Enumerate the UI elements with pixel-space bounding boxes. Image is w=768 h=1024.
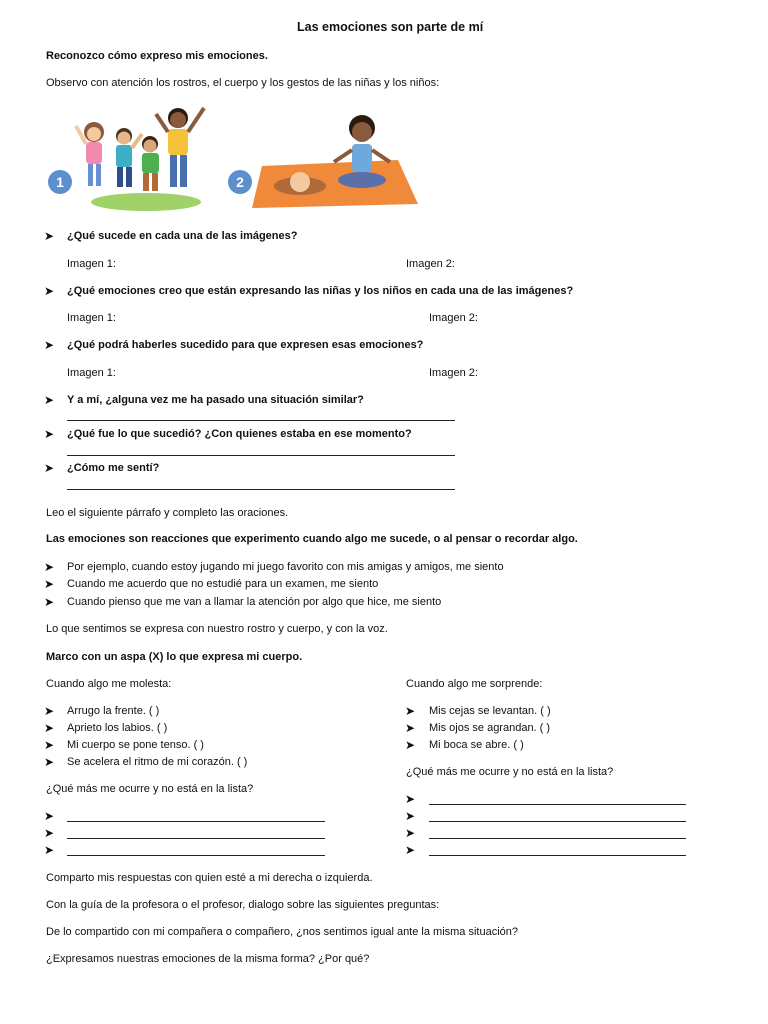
image2-label: Imagen 2:: [429, 367, 478, 379]
checklist-item[interactable]: Mis cejas se levantan. ( ): [429, 705, 551, 717]
guide-instruction: Con la guía de la profesora o el profesor, dialogo sobre las siguientes preguntas:: [46, 899, 440, 911]
section-heading: Reconozco cómo expreso mis emociones.: [46, 50, 268, 62]
answer-line[interactable]: [429, 821, 686, 822]
image1-label: Imagen 1:: [67, 367, 116, 379]
sentence-item: Cuando pienso que me van a llamar la atención por algo que hice, me siento: [67, 596, 442, 608]
answer-line[interactable]: [67, 855, 325, 856]
arrowhead-bullet-icon: ➤: [44, 809, 55, 823]
arrowhead-bullet-icon: ➤: [44, 595, 55, 609]
arrowhead-bullet-icon: ➤: [405, 704, 416, 718]
question-6: ¿Cómo me sentí?: [67, 462, 160, 474]
image2-label: Imagen 2:: [429, 312, 478, 324]
section3-heading: Marco con un aspa (X) lo que expresa mi cuerpo.: [46, 651, 303, 663]
answer-line[interactable]: [67, 420, 455, 421]
answer-line[interactable]: [429, 855, 686, 856]
arrowhead-bullet-icon: ➤: [44, 560, 55, 574]
answer-line[interactable]: [67, 821, 325, 822]
arrowhead-bullet-icon: ➤: [44, 755, 55, 769]
arrowhead-bullet-icon: ➤: [44, 704, 55, 718]
illustration-children-celebrating: [46, 104, 216, 214]
question-4: Y a mí, ¿alguna vez me ha pasado una situación similar?: [67, 394, 364, 406]
intro-text: Observo con atención los rostros, el cuerpo y los gestos de las niñas y los niños:: [46, 77, 440, 89]
left-column-heading: Cuando algo me molesta:: [46, 678, 172, 690]
image-number-1: 1: [56, 174, 64, 190]
answer-line[interactable]: [67, 455, 455, 456]
share-instruction: Comparto mis respuestas con quien esté a mi derecha o izquierda.: [46, 872, 373, 884]
answer-line[interactable]: [429, 838, 686, 839]
arrowhead-bullet-icon: ➤: [44, 577, 55, 591]
instruction-text: Leo el siguiente párrafo y completo las oraciones.: [46, 507, 289, 519]
right-column-heading: Cuando algo me sorprende:: [406, 678, 543, 690]
expression-note: Lo que sentimos se expresa con nuestro rostro y cuerpo, y con la voz.: [46, 623, 388, 635]
definition-text: Las emociones son reacciones que experimento cuando algo me sucede, o al pensar o recordar algo.: [46, 533, 578, 545]
checklist-item[interactable]: Arrugo la frente. ( ): [67, 705, 160, 717]
answer-line[interactable]: [67, 489, 455, 490]
arrowhead-bullet-icon: ➤: [405, 809, 416, 823]
checklist-item[interactable]: Aprieto los labios. ( ): [67, 722, 168, 734]
more-question-right: ¿Qué más me ocurre y no está en la lista?: [406, 766, 614, 778]
question-3: ¿Qué podrá haberles sucedido para que expresen esas emociones?: [67, 339, 424, 351]
arrowhead-bullet-icon: ➤: [405, 721, 416, 735]
arrowhead-bullet-icon: ➤: [44, 427, 55, 441]
image2-label: Imagen 2:: [406, 258, 455, 270]
discussion-question-2: ¿Expresamos nuestras emociones de la misma forma? ¿Por qué?: [46, 953, 370, 965]
checklist-item[interactable]: Mi boca se abre. ( ): [429, 739, 524, 751]
arrowhead-bullet-icon: ➤: [44, 721, 55, 735]
image-number-2: 2: [236, 174, 244, 190]
discussion-question-1: De lo compartido con mi compañera o compañero, ¿nos sentimos igual ante la misma situación?: [46, 926, 519, 938]
arrowhead-bullet-icon: ➤: [44, 461, 55, 475]
arrowhead-bullet-icon: ➤: [44, 229, 55, 243]
sentence-item: Cuando me acuerdo que no estudié para un examen, me siento: [67, 578, 379, 590]
arrowhead-bullet-icon: ➤: [44, 826, 55, 840]
image1-label: Imagen 1:: [67, 312, 116, 324]
arrowhead-bullet-icon: ➤: [44, 738, 55, 752]
arrowhead-bullet-icon: ➤: [44, 843, 55, 857]
checklist-item[interactable]: Se acelera el ritmo de mi corazón. ( ): [67, 756, 248, 768]
arrowhead-bullet-icon: ➤: [44, 393, 55, 407]
sentence-item: Por ejemplo, cuando estoy jugando mi juego favorito con mis amigas y amigos, me siento: [67, 561, 504, 573]
arrowhead-bullet-icon: ➤: [405, 792, 416, 806]
arrowhead-bullet-icon: ➤: [44, 284, 55, 298]
page-title: Las emociones son parte de mí: [297, 20, 484, 34]
question-5: ¿Qué fue lo que sucedió? ¿Con quienes estaba en ese momento?: [67, 428, 412, 440]
arrowhead-bullet-icon: ➤: [405, 843, 416, 857]
arrowhead-bullet-icon: ➤: [405, 738, 416, 752]
arrowhead-bullet-icon: ➤: [44, 338, 55, 352]
answer-line[interactable]: [429, 804, 686, 805]
more-question-left: ¿Qué más me ocurre y no está en la lista?: [46, 783, 254, 795]
illustration-children-relaxing: [222, 104, 428, 214]
question-1: ¿Qué sucede en cada una de las imágenes?: [67, 230, 298, 242]
arrowhead-bullet-icon: ➤: [405, 826, 416, 840]
checklist-item[interactable]: Mi cuerpo se pone tenso. ( ): [67, 739, 204, 751]
checklist-item[interactable]: Mis ojos se agrandan. ( ): [429, 722, 551, 734]
question-2: ¿Qué emociones creo que están expresando las niñas y los niños en cada una de las imágenes?: [67, 285, 574, 297]
image1-label: Imagen 1:: [67, 258, 116, 270]
answer-line[interactable]: [67, 838, 325, 839]
